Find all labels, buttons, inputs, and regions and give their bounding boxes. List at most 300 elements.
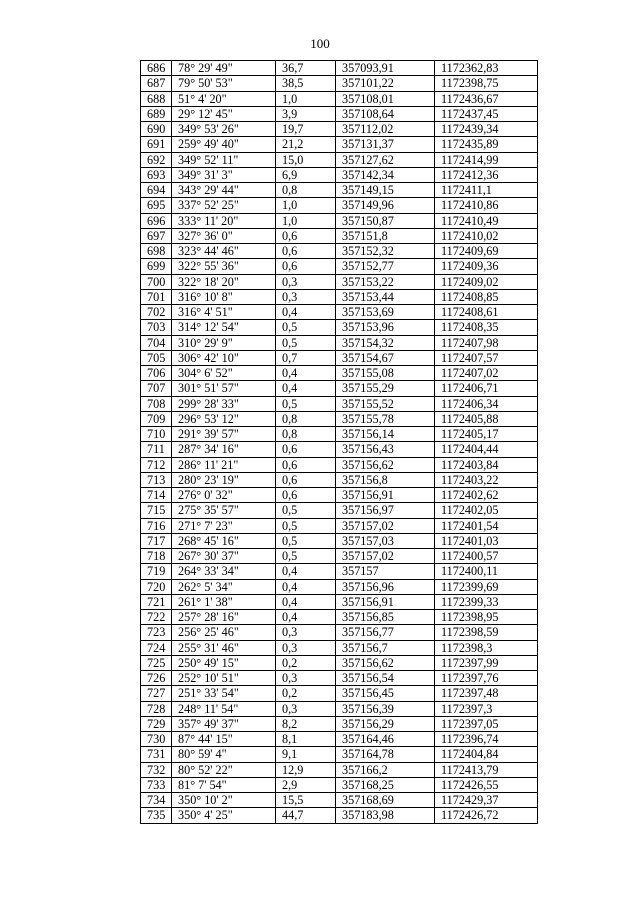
direction-angle-cell: 51° 4' 20" [172, 91, 276, 106]
direction-angle-cell: 323° 44' 46" [172, 244, 276, 259]
table-row [141, 244, 538, 259]
y-coordinate-cell: 1172407,57 [435, 350, 538, 365]
x-coordinate-cell: 357156,91 [336, 594, 435, 609]
x-coordinate-cell: 357142,34 [336, 167, 435, 182]
x-coordinate-cell: 357156,39 [336, 701, 435, 716]
distance-cell: 0,3 [276, 640, 336, 655]
y-coordinate-cell: 1172411,1 [435, 183, 538, 198]
direction-angle-cell: 296° 53' 12" [172, 411, 276, 426]
x-coordinate-cell: 357164,46 [336, 732, 435, 747]
distance-cell: 0,5 [276, 549, 336, 564]
point-number-cell: 715 [141, 503, 172, 518]
x-coordinate-cell: 357153,44 [336, 289, 435, 304]
distance-cell: 0,4 [276, 579, 336, 594]
y-coordinate-cell: 1172414,99 [435, 152, 538, 167]
y-coordinate-cell: 1172406,34 [435, 396, 538, 411]
direction-angle-cell: 261° 1' 38" [172, 594, 276, 609]
x-coordinate-cell: 357156,96 [336, 579, 435, 594]
direction-angle-cell: 248° 11' 54" [172, 701, 276, 716]
table-row [141, 228, 538, 243]
x-coordinate-cell: 357151,8 [336, 228, 435, 243]
table-row [141, 137, 538, 152]
y-coordinate-cell: 1172401,03 [435, 533, 538, 548]
distance-cell: 0,5 [276, 533, 336, 548]
y-coordinate-cell: 1172407,98 [435, 335, 538, 350]
table-row [141, 518, 538, 533]
y-coordinate-cell: 1172404,44 [435, 442, 538, 457]
distance-cell: 36,7 [276, 61, 336, 76]
table-row [141, 76, 538, 91]
y-coordinate-cell: 1172362,83 [435, 61, 538, 76]
distance-cell: 1,0 [276, 213, 336, 228]
point-number-cell: 713 [141, 472, 172, 487]
table-row [141, 472, 538, 487]
y-coordinate-cell: 1172398,3 [435, 640, 538, 655]
direction-angle-cell: 316° 10' 8" [172, 289, 276, 304]
table-row [141, 655, 538, 670]
y-coordinate-cell: 1172402,05 [435, 503, 538, 518]
point-number-cell: 694 [141, 183, 172, 198]
x-coordinate-cell: 357153,96 [336, 320, 435, 335]
y-coordinate-cell: 1172436,67 [435, 91, 538, 106]
distance-cell: 0,3 [276, 671, 336, 686]
table-row [141, 335, 538, 350]
point-number-cell: 706 [141, 366, 172, 381]
x-coordinate-cell: 357156,91 [336, 488, 435, 503]
x-coordinate-cell: 357108,64 [336, 106, 435, 121]
point-number-cell: 703 [141, 320, 172, 335]
y-coordinate-cell: 1172397,76 [435, 671, 538, 686]
y-coordinate-cell: 1172410,86 [435, 198, 538, 213]
y-coordinate-cell: 1172398,95 [435, 610, 538, 625]
coordinates-table-body [141, 61, 538, 824]
y-coordinate-cell: 1172396,74 [435, 732, 538, 747]
direction-angle-cell: 291° 39' 57" [172, 427, 276, 442]
y-coordinate-cell: 1172397,48 [435, 686, 538, 701]
point-number-cell: 724 [141, 640, 172, 655]
point-number-cell: 731 [141, 747, 172, 762]
y-coordinate-cell: 1172435,89 [435, 137, 538, 152]
x-coordinate-cell: 357166,2 [336, 762, 435, 777]
x-coordinate-cell: 357157,02 [336, 518, 435, 533]
y-coordinate-cell: 1172403,22 [435, 472, 538, 487]
direction-angle-cell: 78° 29' 49" [172, 61, 276, 76]
x-coordinate-cell: 357155,29 [336, 381, 435, 396]
x-coordinate-cell: 357183,98 [336, 808, 435, 823]
x-coordinate-cell: 357156,97 [336, 503, 435, 518]
direction-angle-cell: 250° 49' 15" [172, 655, 276, 670]
distance-cell: 2,9 [276, 777, 336, 792]
distance-cell: 0,4 [276, 610, 336, 625]
table-row [141, 411, 538, 426]
point-number-cell: 726 [141, 671, 172, 686]
distance-cell: 0,4 [276, 305, 336, 320]
distance-cell: 0,2 [276, 686, 336, 701]
point-number-cell: 688 [141, 91, 172, 106]
table-row [141, 701, 538, 716]
table-row [141, 594, 538, 609]
coordinates-table [140, 60, 538, 824]
y-coordinate-cell: 1172408,85 [435, 289, 538, 304]
distance-cell: 0,8 [276, 427, 336, 442]
y-coordinate-cell: 1172398,59 [435, 625, 538, 640]
table-row [141, 533, 538, 548]
table-row [141, 488, 538, 503]
table-row [141, 503, 538, 518]
point-number-cell: 698 [141, 244, 172, 259]
distance-cell: 0,8 [276, 183, 336, 198]
y-coordinate-cell: 1172409,36 [435, 259, 538, 274]
direction-angle-cell: 349° 52' 11" [172, 152, 276, 167]
table-row [141, 91, 538, 106]
table-row [141, 564, 538, 579]
distance-cell: 0,3 [276, 274, 336, 289]
direction-angle-cell: 304° 6' 52" [172, 366, 276, 381]
distance-cell: 1,0 [276, 91, 336, 106]
y-coordinate-cell: 1172400,57 [435, 549, 538, 564]
y-coordinate-cell: 1172398,75 [435, 76, 538, 91]
y-coordinate-cell: 1172409,02 [435, 274, 538, 289]
direction-angle-cell: 29° 12' 45" [172, 106, 276, 121]
direction-angle-cell: 280° 23' 19" [172, 472, 276, 487]
x-coordinate-cell: 357156,62 [336, 655, 435, 670]
y-coordinate-cell: 1172397,05 [435, 716, 538, 731]
x-coordinate-cell: 357156,77 [336, 625, 435, 640]
distance-cell: 0,5 [276, 503, 336, 518]
direction-angle-cell: 306° 42' 10" [172, 350, 276, 365]
y-coordinate-cell: 1172401,54 [435, 518, 538, 533]
x-coordinate-cell: 357164,78 [336, 747, 435, 762]
x-coordinate-cell: 357168,25 [336, 777, 435, 792]
distance-cell: 0,6 [276, 442, 336, 457]
table-row [141, 610, 538, 625]
direction-angle-cell: 252° 10' 51" [172, 671, 276, 686]
direction-angle-cell: 251° 33' 54" [172, 686, 276, 701]
y-coordinate-cell: 1172412,36 [435, 167, 538, 182]
direction-angle-cell: 314° 12' 54" [172, 320, 276, 335]
y-coordinate-cell: 1172397,99 [435, 655, 538, 670]
direction-angle-cell: 255° 31' 46" [172, 640, 276, 655]
x-coordinate-cell: 357153,22 [336, 274, 435, 289]
page-number: 100 [310, 36, 330, 51]
point-number-cell: 708 [141, 396, 172, 411]
table-row [141, 61, 538, 76]
point-number-cell: 709 [141, 411, 172, 426]
point-number-cell: 693 [141, 167, 172, 182]
point-number-cell: 729 [141, 716, 172, 731]
direction-angle-cell: 357° 49' 37" [172, 716, 276, 731]
y-coordinate-cell: 1172402,62 [435, 488, 538, 503]
point-number-cell: 699 [141, 259, 172, 274]
point-number-cell: 695 [141, 198, 172, 213]
table-row [141, 671, 538, 686]
table-row [141, 640, 538, 655]
direction-angle-cell: 310° 29' 9" [172, 335, 276, 350]
point-number-cell: 692 [141, 152, 172, 167]
table-row [141, 777, 538, 792]
distance-cell: 8,1 [276, 732, 336, 747]
direction-angle-cell: 271° 7' 23" [172, 518, 276, 533]
distance-cell: 0,5 [276, 335, 336, 350]
table-row [141, 732, 538, 747]
y-coordinate-cell: 1172407,02 [435, 366, 538, 381]
point-number-cell: 734 [141, 793, 172, 808]
point-number-cell: 691 [141, 137, 172, 152]
direction-angle-cell: 337° 52' 25" [172, 198, 276, 213]
x-coordinate-cell: 357152,77 [336, 259, 435, 274]
distance-cell: 15,5 [276, 793, 336, 808]
distance-cell: 0,4 [276, 366, 336, 381]
distance-cell: 0,3 [276, 701, 336, 716]
table-row [141, 396, 538, 411]
point-number-cell: 732 [141, 762, 172, 777]
point-number-cell: 730 [141, 732, 172, 747]
distance-cell: 0,3 [276, 625, 336, 640]
point-number-cell: 705 [141, 350, 172, 365]
table-row [141, 213, 538, 228]
x-coordinate-cell: 357155,78 [336, 411, 435, 426]
direction-angle-cell: 286° 11' 21" [172, 457, 276, 472]
direction-angle-cell: 287° 34' 16" [172, 442, 276, 457]
y-coordinate-cell: 1172399,33 [435, 594, 538, 609]
table-row [141, 747, 538, 762]
direction-angle-cell: 316° 4' 51" [172, 305, 276, 320]
x-coordinate-cell: 357155,52 [336, 396, 435, 411]
direction-angle-cell: 257° 28' 16" [172, 610, 276, 625]
point-number-cell: 687 [141, 76, 172, 91]
y-coordinate-cell: 1172413,79 [435, 762, 538, 777]
x-coordinate-cell: 357131,37 [336, 137, 435, 152]
distance-cell: 0,6 [276, 488, 336, 503]
point-number-cell: 719 [141, 564, 172, 579]
x-coordinate-cell: 357156,29 [336, 716, 435, 731]
distance-cell: 0,5 [276, 396, 336, 411]
table-row [141, 442, 538, 457]
x-coordinate-cell: 357149,15 [336, 183, 435, 198]
point-number-cell: 720 [141, 579, 172, 594]
point-number-cell: 714 [141, 488, 172, 503]
distance-cell: 38,5 [276, 76, 336, 91]
direction-angle-cell: 267° 30' 37" [172, 549, 276, 564]
distance-cell: 0,8 [276, 411, 336, 426]
table-row [141, 427, 538, 442]
y-coordinate-cell: 1172403,84 [435, 457, 538, 472]
direction-angle-cell: 327° 36' 0" [172, 228, 276, 243]
y-coordinate-cell: 1172405,17 [435, 427, 538, 442]
x-coordinate-cell: 357157 [336, 564, 435, 579]
table-row [141, 259, 538, 274]
direction-angle-cell: 350° 10' 2" [172, 793, 276, 808]
x-coordinate-cell: 357156,54 [336, 671, 435, 686]
distance-cell: 21,2 [276, 137, 336, 152]
point-number-cell: 701 [141, 289, 172, 304]
distance-cell: 3,9 [276, 106, 336, 121]
distance-cell: 0,2 [276, 655, 336, 670]
distance-cell: 1,0 [276, 198, 336, 213]
table-row [141, 579, 538, 594]
y-coordinate-cell: 1172426,72 [435, 808, 538, 823]
y-coordinate-cell: 1172409,69 [435, 244, 538, 259]
x-coordinate-cell: 357149,96 [336, 198, 435, 213]
table-row [141, 198, 538, 213]
table-row [141, 152, 538, 167]
table-row [141, 808, 538, 823]
distance-cell: 0,6 [276, 259, 336, 274]
y-coordinate-cell: 1172437,45 [435, 106, 538, 121]
direction-angle-cell: 301° 51' 57" [172, 381, 276, 396]
point-number-cell: 712 [141, 457, 172, 472]
table-row [141, 381, 538, 396]
distance-cell: 0,5 [276, 518, 336, 533]
y-coordinate-cell: 1172406,71 [435, 381, 538, 396]
point-number-cell: 711 [141, 442, 172, 457]
point-number-cell: 718 [141, 549, 172, 564]
y-coordinate-cell: 1172404,84 [435, 747, 538, 762]
table-row [141, 289, 538, 304]
point-number-cell: 723 [141, 625, 172, 640]
table-row [141, 686, 538, 701]
distance-cell: 0,4 [276, 381, 336, 396]
distance-cell: 0,7 [276, 350, 336, 365]
x-coordinate-cell: 357108,01 [336, 91, 435, 106]
point-number-cell: 710 [141, 427, 172, 442]
y-coordinate-cell: 1172410,02 [435, 228, 538, 243]
distance-cell: 12,9 [276, 762, 336, 777]
y-coordinate-cell: 1172439,34 [435, 122, 538, 137]
table-row [141, 716, 538, 731]
x-coordinate-cell: 357156,8 [336, 472, 435, 487]
point-number-cell: 727 [141, 686, 172, 701]
point-number-cell: 696 [141, 213, 172, 228]
direction-angle-cell: 259° 49' 40" [172, 137, 276, 152]
distance-cell: 0,4 [276, 594, 336, 609]
point-number-cell: 733 [141, 777, 172, 792]
y-coordinate-cell: 1172405,88 [435, 411, 538, 426]
distance-cell: 0,3 [276, 289, 336, 304]
point-number-cell: 721 [141, 594, 172, 609]
x-coordinate-cell: 357157,03 [336, 533, 435, 548]
table-row [141, 167, 538, 182]
x-coordinate-cell: 357093,91 [336, 61, 435, 76]
x-coordinate-cell: 357150,87 [336, 213, 435, 228]
direction-angle-cell: 262° 5' 34" [172, 579, 276, 594]
point-number-cell: 728 [141, 701, 172, 716]
distance-cell: 8,2 [276, 716, 336, 731]
point-number-cell: 700 [141, 274, 172, 289]
distance-cell: 0,6 [276, 228, 336, 243]
distance-cell: 0,6 [276, 472, 336, 487]
direction-angle-cell: 256° 25' 46" [172, 625, 276, 640]
table-row [141, 320, 538, 335]
x-coordinate-cell: 357153,69 [336, 305, 435, 320]
direction-angle-cell: 343° 29' 44" [172, 183, 276, 198]
x-coordinate-cell: 357156,7 [336, 640, 435, 655]
x-coordinate-cell: 357152,32 [336, 244, 435, 259]
x-coordinate-cell: 357154,32 [336, 335, 435, 350]
direction-angle-cell: 322° 55' 36" [172, 259, 276, 274]
point-number-cell: 717 [141, 533, 172, 548]
y-coordinate-cell: 1172399,69 [435, 579, 538, 594]
direction-angle-cell: 87° 44' 15" [172, 732, 276, 747]
distance-cell: 9,1 [276, 747, 336, 762]
distance-cell: 0,4 [276, 564, 336, 579]
x-coordinate-cell: 357156,14 [336, 427, 435, 442]
x-coordinate-cell: 357112,02 [336, 122, 435, 137]
x-coordinate-cell: 357156,43 [336, 442, 435, 457]
direction-angle-cell: 264° 33' 34" [172, 564, 276, 579]
point-number-cell: 707 [141, 381, 172, 396]
distance-cell: 15,0 [276, 152, 336, 167]
direction-angle-cell: 299° 28' 33" [172, 396, 276, 411]
direction-angle-cell: 80° 52' 22" [172, 762, 276, 777]
direction-angle-cell: 349° 53' 26" [172, 122, 276, 137]
point-number-cell: 686 [141, 61, 172, 76]
point-number-cell: 689 [141, 106, 172, 121]
point-number-cell: 716 [141, 518, 172, 533]
direction-angle-cell: 81° 7' 54" [172, 777, 276, 792]
point-number-cell: 735 [141, 808, 172, 823]
y-coordinate-cell: 1172397,3 [435, 701, 538, 716]
y-coordinate-cell: 1172429,37 [435, 793, 538, 808]
table-row [141, 625, 538, 640]
distance-cell: 44,7 [276, 808, 336, 823]
distance-cell: 19,7 [276, 122, 336, 137]
y-coordinate-cell: 1172410,49 [435, 213, 538, 228]
direction-angle-cell: 276° 0' 32" [172, 488, 276, 503]
table-row [141, 122, 538, 137]
point-number-cell: 702 [141, 305, 172, 320]
y-coordinate-cell: 1172400,11 [435, 564, 538, 579]
direction-angle-cell: 268° 45' 16" [172, 533, 276, 548]
table-row [141, 305, 538, 320]
distance-cell: 6,9 [276, 167, 336, 182]
x-coordinate-cell: 357168,69 [336, 793, 435, 808]
table-row [141, 106, 538, 121]
y-coordinate-cell: 1172408,61 [435, 305, 538, 320]
x-coordinate-cell: 357154,67 [336, 350, 435, 365]
direction-angle-cell: 350° 4' 25" [172, 808, 276, 823]
y-coordinate-cell: 1172426,55 [435, 777, 538, 792]
table-row [141, 762, 538, 777]
x-coordinate-cell: 357156,45 [336, 686, 435, 701]
table-row [141, 793, 538, 808]
x-coordinate-cell: 357156,85 [336, 610, 435, 625]
distance-cell: 0,6 [276, 244, 336, 259]
point-number-cell: 704 [141, 335, 172, 350]
direction-angle-cell: 79° 50' 53" [172, 76, 276, 91]
x-coordinate-cell: 357157,02 [336, 549, 435, 564]
table-row [141, 366, 538, 381]
point-number-cell: 725 [141, 655, 172, 670]
x-coordinate-cell: 357155,08 [336, 366, 435, 381]
distance-cell: 0,6 [276, 457, 336, 472]
table-row [141, 350, 538, 365]
point-number-cell: 722 [141, 610, 172, 625]
direction-angle-cell: 275° 35' 57" [172, 503, 276, 518]
table-row [141, 457, 538, 472]
x-coordinate-cell: 357127,62 [336, 152, 435, 167]
y-coordinate-cell: 1172408,35 [435, 320, 538, 335]
direction-angle-cell: 349° 31' 3" [172, 167, 276, 182]
point-number-cell: 690 [141, 122, 172, 137]
distance-cell: 0,5 [276, 320, 336, 335]
point-number-cell: 697 [141, 228, 172, 243]
x-coordinate-cell: 357156,62 [336, 457, 435, 472]
direction-angle-cell: 322° 18' 20" [172, 274, 276, 289]
table-row [141, 183, 538, 198]
x-coordinate-cell: 357101,22 [336, 76, 435, 91]
direction-angle-cell: 80° 59' 4" [172, 747, 276, 762]
